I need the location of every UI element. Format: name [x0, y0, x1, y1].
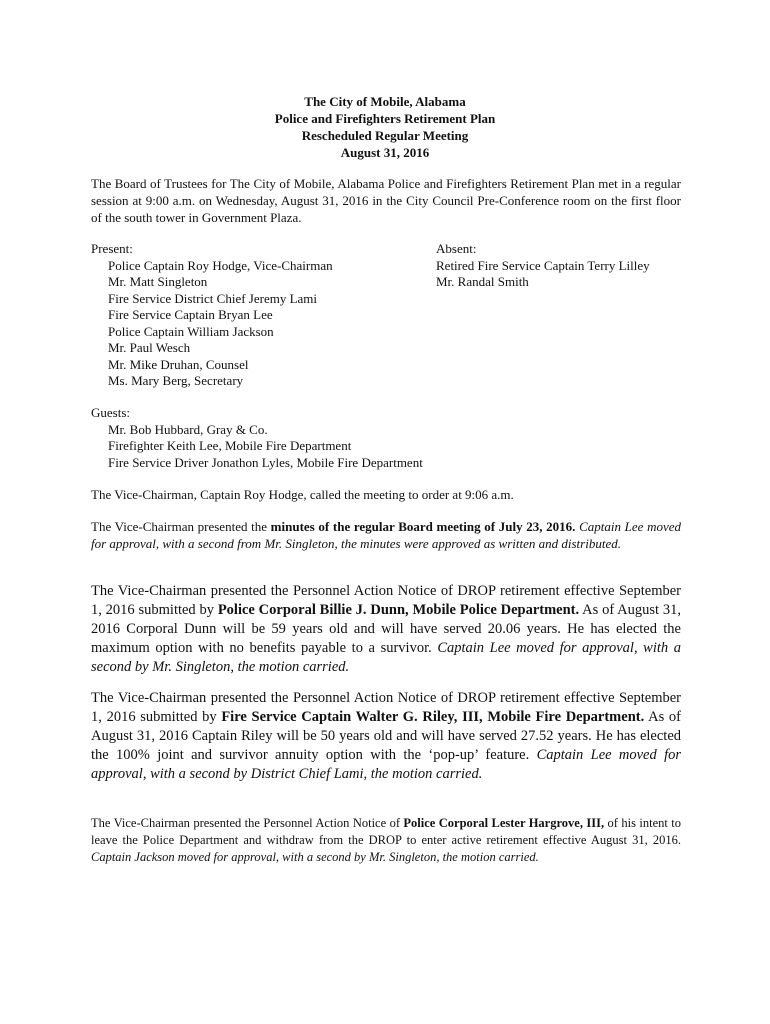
hargrove-paragraph — [91, 815, 681, 866]
absent-member: Mr. Randal Smith — [436, 274, 529, 289]
present-member: Mr. Paul Wesch — [108, 340, 191, 355]
dunn-motion-text: Captain Lee moved for approval, with a second by Mr. Singleton, the motion carried. — [91, 640, 681, 675]
present-member: Mr. Matt Singleton — [108, 274, 208, 289]
title-plan: Police and Firefighters Retirement Plan — [274, 111, 496, 126]
present-heading: Present: — [91, 241, 133, 256]
present-member: Fire Service Captain Bryan Lee — [108, 307, 273, 322]
present-member: Fire Service District Chief Jeremy Lami — [108, 290, 318, 306]
intro-paragraph: The Board of Trustees for The City of Mobile, Alabama Police and Firefighters Retirement Plan met in a regular session at 9:00 a.m. on Wednesday, August 31, 2016 in the City Council Pre-Conference room on the first floor of the south tower in Government Plaza. — [91, 176, 681, 225]
minutes-bold-text: minutes of the regular Board meeting of July 23, 2016. — [270, 519, 576, 534]
minutes-paragraph — [91, 518, 681, 552]
guest-member: Fire Service Driver Jonathon Lyles, Mobile Fire Department — [108, 454, 423, 470]
dunn-details-text: As of August 31, 2016 Corporal Dunn will be 59 years old and will have served 20.06 years. He has elected the maximum option with no benefits payable to a survivor. — [91, 602, 681, 656]
dunn-intro-text: The Vice-Chairman presented the Personnel Action Notice of DROP retirement effective September 1, 2016 submitted by — [91, 583, 681, 618]
absent-list — [436, 241, 650, 291]
call-to-order-paragraph: The Vice-Chairman, Captain Roy Hodge, called the meeting to order at 9:06 a.m. — [91, 487, 514, 502]
present-member: Police Captain William Jackson — [108, 323, 274, 339]
dunn-name-text: Police Corporal Billie J. Dunn, Mobile Police Department. — [217, 602, 580, 618]
riley-intro-text: The Vice-Chairman presented the Personnel Action Notice of DROP retirement effective September 1, 2016 submitted by — [91, 690, 681, 725]
title-date: August 31, 2016 — [340, 145, 430, 160]
guest-member: Mr. Bob Hubbard, Gray & Co. — [108, 421, 268, 437]
guests-list — [91, 405, 423, 471]
present-list — [91, 241, 333, 390]
title-meeting: Rescheduled Regular Meeting — [301, 128, 469, 143]
minutes-intro-text: The Vice-Chairman presented the — [91, 519, 271, 534]
guest-member: Firefighter Keith Lee, Mobile Fire Department — [108, 438, 352, 453]
present-member: Mr. Mike Druhan, Counsel — [108, 356, 249, 372]
present-member: Police Captain Roy Hodge, Vice-Chairman — [108, 257, 333, 273]
riley-drop-paragraph — [91, 689, 681, 784]
absent-heading: Absent: — [436, 241, 477, 256]
hargrove-motion-text: Captain Jackson moved for approval, with a second by Mr. Singleton, the motion carried. — [91, 850, 539, 864]
hargrove-details-text: of his intent to leave the Police Department and withdraw from the DROP to enter active retirement effective August 31, 2016. — [91, 816, 681, 847]
minutes-motion-text: Captain Lee moved for approval, with a second from Mr. Singleton, the minutes were approved as written and distributed. — [91, 519, 682, 551]
absent-member: Retired Fire Service Captain Terry Lilley — [436, 257, 650, 273]
riley-name-text: Fire Service Captain Walter G. Riley, III, Mobile Fire Department. — [221, 709, 645, 725]
hargrove-intro-text: The Vice-Chairman presented the Personnel Action Notice of — [91, 816, 404, 830]
present-member: Ms. Mary Berg, Secretary — [108, 373, 244, 388]
document-title-block — [0, 93, 770, 161]
riley-motion-text: Captain Lee moved for approval, with a second by District Chief Lami, the motion carried. — [91, 747, 681, 782]
title-city: The City of Mobile, Alabama — [304, 94, 466, 109]
hargrove-name-text: Police Corporal Lester Hargrove, III, — [403, 816, 605, 830]
dunn-drop-paragraph — [91, 582, 681, 677]
guests-heading: Guests: — [91, 405, 130, 420]
riley-details-text: As of August 31, 2016 Captain Riley will be 50 years old and will have served 27.52 years. He has elected the 100% joint and survivor annuity option with the ‘pop-up’ feature. — [91, 709, 681, 763]
